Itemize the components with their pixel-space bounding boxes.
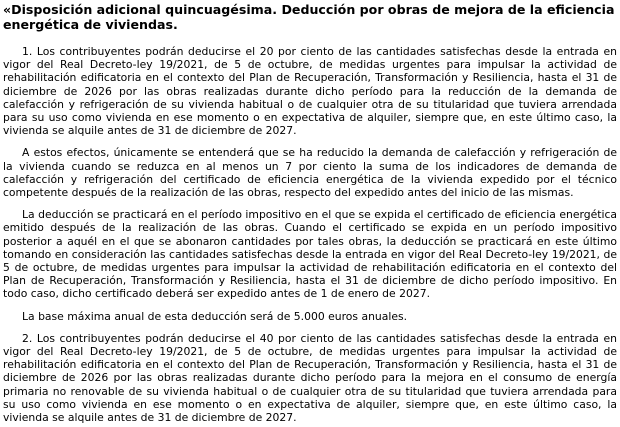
paragraph-5: 2. Los contribuyentes podrán deducirse el 40 por ciento de las cantidades satisfechas desde la entrada en vigor del Real Decreto-ley 19/2021, de 5 de octubre, de medidas urgentes para impulsar la actividad de rehabilitación edificatoria en el contexto del Plan de Recuperación, Transformación y Resiliencia, hasta el 31 de diciembre de 2026 por las obras realizadas durante dicho período para la mejora en el consumo de energía primaria no renovable de su vivienda habitual o de cualquier otra de su titularidad que tuviera arrendada para su uso como vivienda en ese momento o en expectativa de alquiler, siempre que, en este último caso, la vivienda se alquile antes de 31 de diciembre de 2027. <box>3 331 617 425</box>
paragraph-2: A estos efectos, únicamente se entenderá que se ha reducido la demanda de calefacción y refrigeración de la vivienda cuando se reduzca en al menos un 7 por ciento la suma de los indicadores de demanda de calefacción y refrigeración del certificado de eficiencia energética de la vivienda expedido por el técnico competente después de la realización de las obras, respecto del expedido antes del inicio de las mismas. <box>3 146 617 200</box>
document-title: «Disposición adicional quincuagésima. Deducción por obras de mejora de la eficiencia energética de viviendas. <box>3 2 615 32</box>
paragraph-3: La deducción se practicará en el período impositivo en el que se expida el certificado de eficiencia energética emitido después de la realización de las obras. Cuando el certificado se expida en un período impositivo posterior a aquél en el que se abonaron cantidades por tales obras, la deducción se practicará en este último tomando en consideración las cantidades satisfechas desde la entrada en vigor del Real Decreto-ley 19/2021, de 5 de octubre, de medidas urgentes para impulsar la actividad de rehabilitación edificatoria en el contexto del Plan de Recuperación, Transformación y Resiliencia, hasta el 31 de diciembre de dicho período impositivo. En todo caso, dicho certificado deberá ser expedido antes de 1 de enero de 2027. <box>3 208 617 301</box>
paragraph-1: 1. Los contribuyentes podrán deducirse el 20 por ciento de las cantidades satisfechas desde la entrada en vigor del Real Decreto-ley 19/2021, de 5 de octubre, de medidas urgentes para impulsar la actividad de rehabilitación edificatoria en el contexto del Plan de Recuperación, Transformación y Resiliencia, hasta el 31 de diciembre de 2026 por las obras realizadas durante dicho período para la reducción de la demanda de calefacción y refrigeración de su vivienda habitual o de cualquier otra de su titularidad que tuviera arrendada para su uso como vivienda en ese momento o en expectativa de alquiler, siempre que, en este último caso, la vivienda se alquile antes de 31 de diciembre de 2027. <box>3 45 617 138</box>
paragraph-4: La base máxima anual de esta deducción será de 5.000 euros anuales. <box>22 309 408 323</box>
